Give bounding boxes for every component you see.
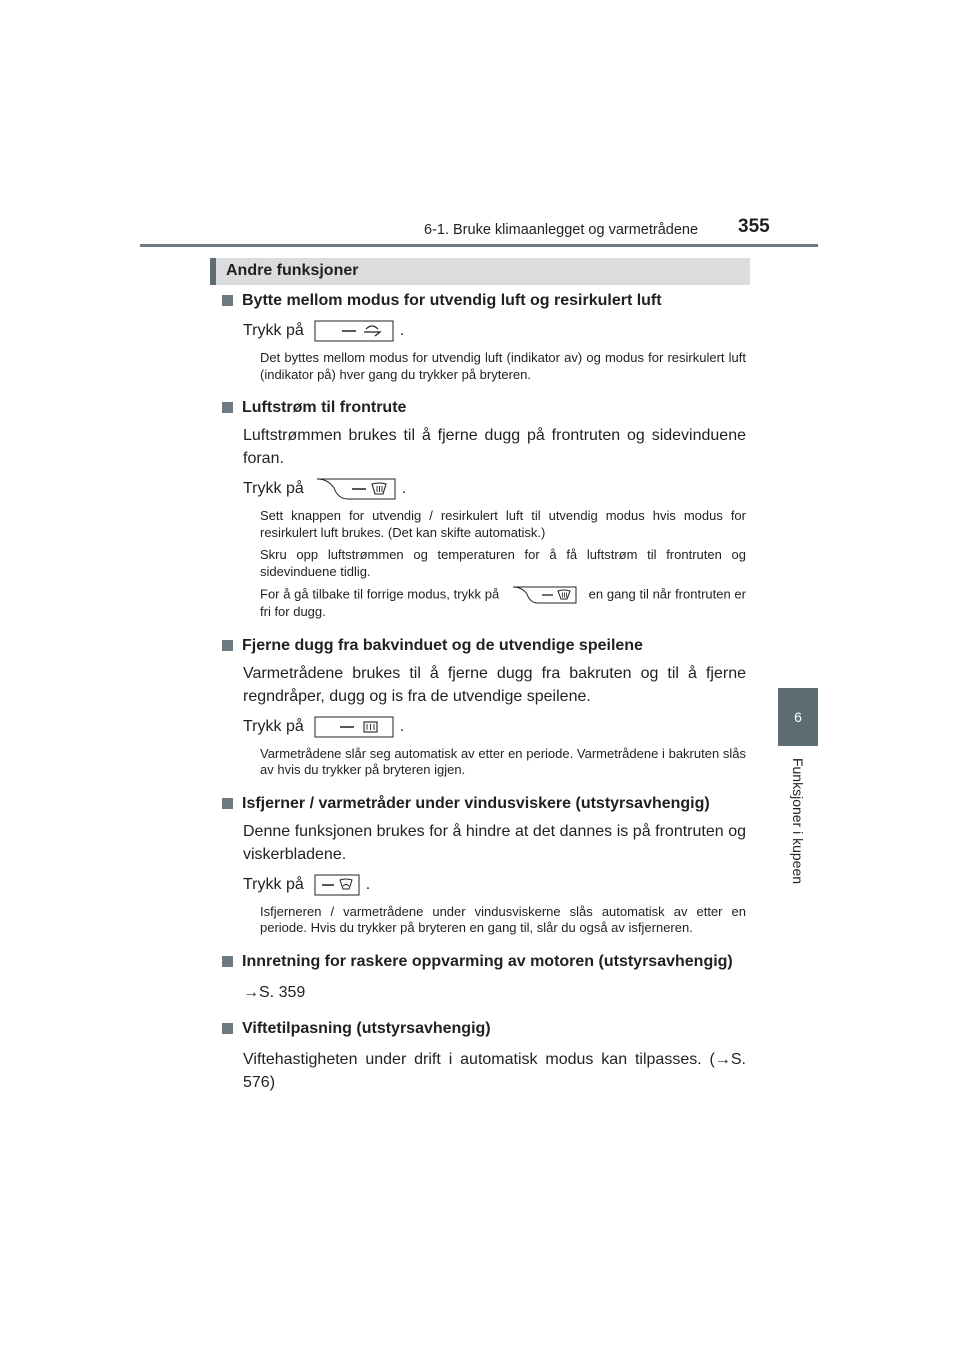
note-text: Skru opp luftstrømmen og temperaturen for å få luftstrøm til frontruten og sidevinduene tidlig. [260, 547, 746, 579]
section-title: Andre funksjoner [226, 262, 359, 279]
bullet-square-icon [222, 295, 233, 306]
item-heading [222, 951, 746, 973]
item-heading [222, 635, 746, 657]
instruction-text: Trykk på [243, 875, 304, 893]
note-text: Sett knappen for utvendig / resirkulert luft til utvendig modus hvis modus for resirkulert luft brukes. (Det kan skifte automatisk.) [260, 508, 746, 540]
body-text: Denne funksjonen brukes for å hindre at det dannes is på frontruten og viskerbladene. [243, 822, 746, 863]
bullet-square-icon [222, 956, 233, 967]
note-text-with-icon [260, 586, 746, 621]
item-heading [222, 290, 746, 312]
chapter-side-label-text: Funksjoner i kupeen [790, 757, 806, 885]
instruction-line: Trykk på . [243, 714, 746, 740]
instruction-text: Trykk på [243, 322, 304, 339]
instruction-line: Trykk på . [243, 318, 746, 344]
instruction-line: Trykk på . [243, 476, 746, 502]
instruction-line: Trykk på . [243, 872, 746, 898]
item-heading-text: Luftstrøm til frontrute [242, 399, 407, 416]
recirculation-icon [314, 320, 394, 342]
chapter-section-title: 6-1. Bruke klimaanlegget og varmetrådene [424, 222, 699, 238]
item-heading-text: Viftetilpasning (utstyrsavhengig) [242, 1019, 491, 1037]
note-text: Varmetrådene slår seg automatisk av etter en periode. Varmetrådene i bakruten slås av hvis du trykker på bryteren igjen. [260, 745, 746, 777]
chapter-tab: 6 [778, 688, 818, 746]
bullet-square-icon [222, 798, 233, 809]
page-number: 355 [738, 216, 770, 237]
bullet-square-icon [222, 402, 233, 413]
item-heading [222, 793, 746, 815]
note-text-part: For å gå tilbake til forrige modus, trykk på [260, 586, 500, 602]
body-text: Varmetrådene brukes til å fjerne dugg fra bakruten og til å fjerne regndråper, dugg og is fra de utvendige speilene. [243, 664, 746, 705]
instruction-text: Trykk på [243, 717, 304, 735]
front-defrost-icon [314, 478, 396, 500]
chapter-side-label [778, 756, 818, 886]
bullet-square-icon [222, 640, 233, 651]
header-divider [140, 244, 818, 247]
section-header [210, 258, 750, 285]
front-defrost-icon [511, 586, 577, 604]
item-heading-text: Isfjerner / varmetråder under vindusviskere (utstyrsavhengig) [242, 794, 710, 812]
instruction-text: Trykk på [243, 480, 304, 497]
rear-defrost-icon [314, 716, 394, 738]
page-reference: →S. 359 [243, 983, 306, 1001]
wiper-deicer-icon [314, 874, 360, 896]
note-text: Det byttes mellom modus for utvendig luft (indikator av) og modus for resirkulert luft (indikator på) hver gang du trykker på bryteren. [260, 350, 746, 382]
page-content [222, 290, 746, 1094]
item-heading [222, 397, 746, 419]
note-text: Isfjerneren / varmetrådene under vindusviskerne slås automatisk av etter en periode. Hvis du trykker på bryteren en gang til, slår du også av isfjerneren. [260, 903, 746, 935]
body-text: Luftstrømmen brukes til å fjerne dugg på frontruten og sidevinduene foran. [243, 427, 746, 467]
item-heading-text: Innretning for raskere oppvarming av motoren (utstyrsavhengig) [242, 952, 733, 970]
item-heading-text: Bytte mellom modus for utvendig luft og resirkulert luft [242, 292, 662, 309]
note-text-part: en gang til når frontruten er fri for dugg. [260, 586, 746, 619]
bullet-square-icon [222, 1023, 233, 1034]
item-heading [222, 1018, 746, 1040]
item-heading-text: Fjerne dugg fra bakvinduet og de utvendige speilene [242, 636, 643, 654]
body-text: Viftehastigheten under drift i automatisk modus kan tilpasses. (→S. 576) [243, 1050, 746, 1091]
